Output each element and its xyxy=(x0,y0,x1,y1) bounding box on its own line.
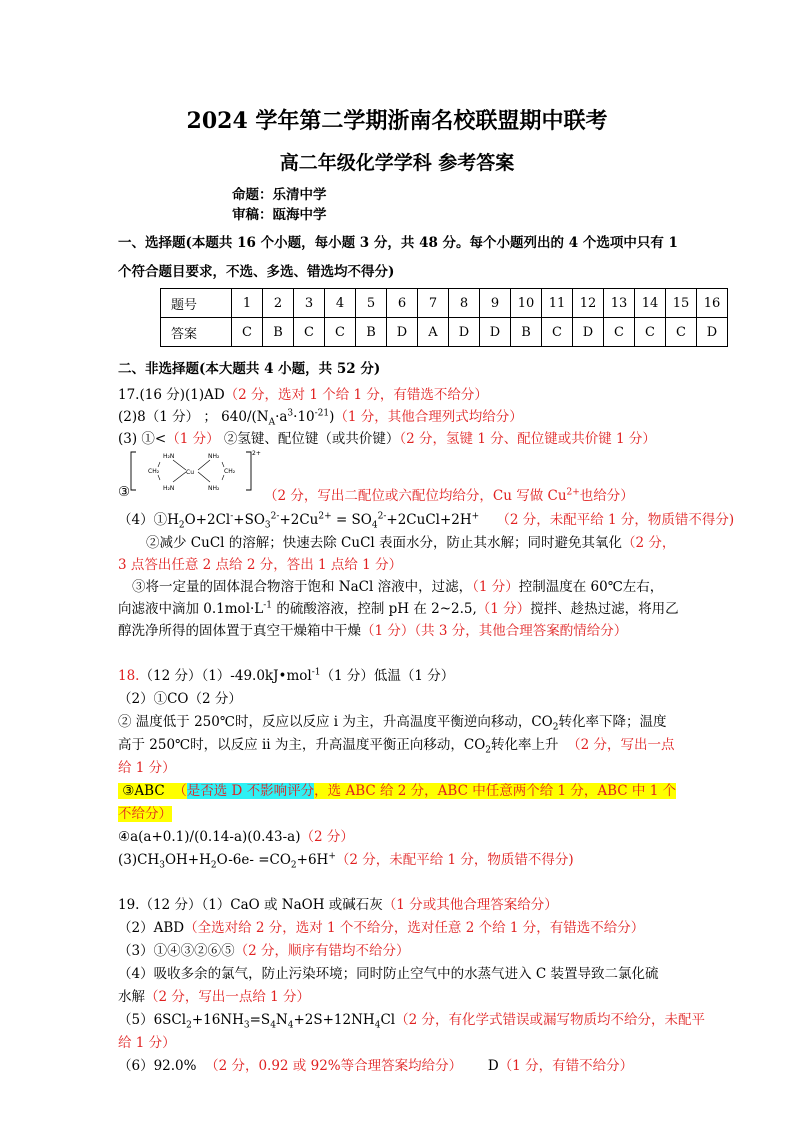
question-number: 5 xyxy=(356,289,387,318)
q17-line10 xyxy=(118,619,627,639)
row-label-answer: 答案 xyxy=(161,318,232,347)
copper-complex-structure xyxy=(128,448,268,494)
q19-answer-5: 水解 xyxy=(118,989,145,1005)
q17-line6 xyxy=(146,531,675,551)
q18-answer-4b: 转化率上升 xyxy=(491,737,559,753)
q18-line4: 高于 250℃时，以反应 ii 为主，升高温度平衡正向移动，$CO_2$转化率上升 （2 分，写出一点 xyxy=(118,737,675,756)
q18-eq: O-6e- =CO xyxy=(216,852,291,868)
q17-eq: +2CuCl+2H xyxy=(386,512,472,528)
question-number: 4 xyxy=(325,289,356,318)
q17-answer-3a: (3) ①< xyxy=(118,431,167,447)
q18-scoring-6-cyan: 是否选 D 不影响评分 xyxy=(186,783,315,799)
q17-scoring-10: （1 分）（共 3 分，其他合理答案酌情给分） xyxy=(361,623,628,639)
q17-sub: A xyxy=(268,417,276,428)
question-number: 10 xyxy=(511,289,542,318)
q17-text: ·a xyxy=(275,409,288,425)
q19-scoring-8: （2 分，0.92 或 92%等合理答案均给分） xyxy=(205,1058,463,1074)
answer-cell: D xyxy=(573,318,604,347)
q17-answer-9: 向滤液中滴加 0.1mol·L xyxy=(118,601,264,617)
q19-line3 xyxy=(118,939,409,959)
q19-line5 xyxy=(118,985,310,1005)
q18-answer-8: ④a(a+0.1)/(0.14-a)(0.43-a) xyxy=(118,829,301,845)
q17-line2 xyxy=(118,405,523,428)
q19-answer-8: （6）92.0% xyxy=(118,1058,197,1074)
q18-line7 xyxy=(118,802,172,822)
q17-answer-9b: 的硫酸溶液，控制 pH 在 2~2.5, xyxy=(272,601,477,617)
q17-sup: -21 xyxy=(314,408,330,419)
answer-cell: D xyxy=(480,318,511,347)
answer-cell: B xyxy=(511,318,542,347)
q19-scoring-5: （2 分，写出一点给 1 分） xyxy=(145,989,311,1005)
q18-line8 xyxy=(118,825,354,845)
question-number: 7 xyxy=(418,289,449,318)
page-subtitle: 高二年级化学学科 参考答案 xyxy=(279,152,515,174)
ligand-label: NH₂ xyxy=(208,453,220,460)
q19-answer-8b: D xyxy=(487,1058,499,1074)
q19-scoring-1: （1 分或其他合理答案给分） xyxy=(382,897,558,913)
q17-answer-8b: 控制温度在 60℃左右， xyxy=(518,579,664,595)
q18-answer-1: （12 分）（1）-49.0kJ•mol xyxy=(139,668,312,684)
q18-highlight xyxy=(118,783,187,799)
answer-cell: C xyxy=(232,318,263,347)
q19-line8 xyxy=(118,1054,633,1074)
q18-scoring-8: （2 分） xyxy=(300,829,354,845)
answer-cell: C xyxy=(542,318,573,347)
q17-eq: （4）①H xyxy=(118,512,179,528)
q18-eq: (3)CH xyxy=(118,852,160,868)
ligand-label: CH₂ xyxy=(224,468,236,475)
q17-scoring-4b: 也给分） xyxy=(579,488,634,504)
q17-sup: 3 xyxy=(287,408,294,419)
q17-scoring-5: （2 分，未配平给 1 分，物质错不得分) xyxy=(496,512,735,528)
question-number: 13 xyxy=(604,289,635,318)
q17-scoring-3b: （2 分，氢键 1 分、配位键或共价键 1 分） xyxy=(399,431,656,447)
q18-line5: 给 1 分） xyxy=(118,760,176,776)
q17-scoring-3a: （1 分） xyxy=(166,431,220,447)
question-number: 15 xyxy=(666,289,697,318)
q19-eq: （5）6SCl xyxy=(118,1012,187,1028)
q18-answer-6: ③ABC xyxy=(122,783,165,799)
page-title: 2024 学年第二学期浙南名校联盟期中联考 xyxy=(186,108,608,134)
q17-scoring-6: （2 分， xyxy=(622,535,676,551)
q18-eq: +6H xyxy=(296,852,329,868)
question-number: 14 xyxy=(635,289,666,318)
q19-eq: +16NH xyxy=(191,1012,244,1028)
question-number: 11 xyxy=(542,289,573,318)
q18-line1 xyxy=(118,664,454,684)
q17-scoring-8: （1 分） xyxy=(472,579,519,595)
answer-cell: C xyxy=(294,318,325,347)
q19-scoring-3: （2 分，顺序有错均不给分） xyxy=(234,943,410,959)
q19-eq: Cl xyxy=(380,1012,396,1028)
q19-scoring-8b: （1 分，有错不给分） xyxy=(498,1058,634,1074)
q18-scoring-6a: （ xyxy=(173,783,187,799)
section1-heading-line2: 个符合题目要求，不选、多选、错选均不得分) xyxy=(118,264,395,280)
q17-line1 xyxy=(118,383,488,403)
reviewer-line: 审稿：瓯海中学 xyxy=(232,207,327,223)
answer-cell: D xyxy=(449,318,480,347)
table-row-questions xyxy=(161,289,728,318)
q19-answer-2: （2）ABD xyxy=(118,920,185,936)
ligand-label: NH₂ xyxy=(208,485,220,492)
q18-answer-1b: （1 分）低温（1 分） xyxy=(320,668,455,684)
q17-answer-9c: 搅拌、趁热过滤，将用乙 xyxy=(530,601,679,617)
q18-scoring-4: （2 分，写出一点 xyxy=(567,737,675,753)
q17-answer-4: ③ xyxy=(118,484,131,500)
question-number: 1 xyxy=(232,289,263,318)
q19-eq: +2S+12NH xyxy=(293,1012,375,1028)
q17-scoring-1: （2 分，选对 1 个给 1 分，有错选不给分） xyxy=(224,387,488,403)
question-number: 2 xyxy=(263,289,294,318)
question-number: 9 xyxy=(480,289,511,318)
ligand-label: H₂N xyxy=(163,453,175,460)
ligand-label: CH₂ xyxy=(148,468,160,475)
q17-scoring-4: （2 分，写出二配位或六配位均给分，Cu 写做 Cu xyxy=(264,488,567,504)
q19-eq: =S xyxy=(249,1012,271,1028)
q18-sup: -1 xyxy=(311,667,321,678)
q18-eq: OH+H xyxy=(164,852,211,868)
center-atom-label: Cu xyxy=(186,469,194,476)
section1-heading-line1: 一、选择题(本题共 16 个小题，每小题 3 分，共 48 分。每个小题列出的 4 个选项中只有 1 xyxy=(118,235,678,251)
q18-scoring-7: 不给分） xyxy=(118,806,172,822)
q19-answer-3: （3）①④③②⑥⑤ xyxy=(118,943,235,959)
q17-eq: O+2Cl xyxy=(184,512,231,528)
table-row-answers xyxy=(161,318,728,347)
answer-cell: A xyxy=(418,318,449,347)
answer-cell: D xyxy=(387,318,418,347)
q17-line4-scoring xyxy=(264,484,634,504)
q17-line8 xyxy=(132,575,663,595)
question-number: 16 xyxy=(697,289,728,318)
q18-scoring-9: （2 分，未配平给 1 分，物质错不得分) xyxy=(335,852,574,868)
q17-answer-8: ③将一定量的固体混合物溶于饱和 NaCl 溶液中，过滤， xyxy=(132,579,473,595)
q17-sup: 2+ xyxy=(566,487,580,498)
q17-answer-3b: ②氢键、配位键（或共价键） xyxy=(223,431,400,447)
q18-answer-3b: 转化率下降；温度 xyxy=(558,714,667,730)
charge-label: 2+ xyxy=(252,450,261,457)
section2-heading: 二、非选择题(本大题共 4 小题，共 52 分) xyxy=(118,361,381,377)
q19-eq: N xyxy=(275,1012,288,1028)
answer-cell: C xyxy=(666,318,697,347)
q19-line1 xyxy=(118,893,558,913)
q19-line6: $(5)6SCl_2+16NH_3=S_4N_4+2S+12NH_4Cl(2$ 分，有化学式错误或漏写物质均不给分，未配平 xyxy=(118,1012,705,1031)
q19-line4: （4）吸收多余的氯气，防止污染环境；同时防止空气中的水蒸气进入 C 装置导致二氯化硫 xyxy=(118,966,659,982)
q17-answer-10: 醇洗净所得的固体置于真空干燥箱中干燥 xyxy=(118,623,361,639)
q17-line5: $(4)①H_2O+2Cl^-+SO_3^{2-}+2Cu^{2+}$ = $SO_4^{2-}+2CuCl+2H^+$ （2 分，未配平给 1 分，物质错不得分) xyxy=(118,511,735,531)
q18-line9: $(3)CH_3OH+H_2O-6e- =CO_2+6H^+(2$ 分，未配平给 1 分，物质错不得分) xyxy=(118,851,574,871)
q18-number: 18. xyxy=(118,668,140,684)
q17-eq: +2Cu xyxy=(279,512,319,528)
q17-text: ·10 xyxy=(293,409,315,425)
q17-answer-1: 17.(16 分)(1)AD xyxy=(118,387,225,403)
q18-answer-3: ② 温度低于 250℃时，反应以反应 i 为主，升高温度平衡逆向移动，CO xyxy=(118,714,553,730)
question-number: 8 xyxy=(449,289,480,318)
q17-line4 xyxy=(118,484,130,500)
q18-line6 xyxy=(118,779,676,799)
row-label-question: 题号 xyxy=(161,289,232,318)
answer-table xyxy=(160,288,728,347)
q17-line9 xyxy=(118,597,679,617)
question-number: 3 xyxy=(294,289,325,318)
q19-line7: 给 1 分） xyxy=(118,1035,176,1051)
question-number: 6 xyxy=(387,289,418,318)
answer-cell: C xyxy=(635,318,666,347)
q17-answer-6: ②减少 CuCl 的溶解；快速去除 CuCl 表面水分，防止其水解；同时避免其氧化 xyxy=(146,535,623,551)
q19-scoring-6: （2 分，有化学式错误或漏写物质均不给分，未配平 xyxy=(395,1012,705,1028)
q19-scoring-2: （全选对给 2 分，选对 1 个不给分，选对任意 2 个给 1 分，有错选不给分） xyxy=(184,920,645,936)
q18-line2: （2）①CO（2 分） xyxy=(118,691,242,707)
q17-text: ) xyxy=(329,409,335,425)
q19-line2 xyxy=(118,916,644,936)
q17-sup: -1 xyxy=(263,600,273,611)
q17-scoring-2: （1 分，其他合理列式均给分） xyxy=(334,409,523,425)
q18-line3: ② 温度低于 250℃时，反应以反应 i 为主，升高温度平衡逆向移动，$CO_2$转化率下降；温度 xyxy=(118,714,667,733)
answer-cell: B xyxy=(263,318,294,347)
q17-scoring-9: （1 分） xyxy=(476,601,531,617)
answer-cell: D xyxy=(697,318,728,347)
answer-cell: B xyxy=(356,318,387,347)
q17-eq: = SO xyxy=(331,512,372,528)
q19-answer-1: 19.（12 分）（1）CaO 或 NaOH 或碱石灰 xyxy=(118,897,383,913)
q17-eq: +SO xyxy=(233,512,265,528)
q18-scoring-6b: ，选 ABC 给 2 分，ABC 中任意两个给 1 分，ABC 中 1 个 xyxy=(314,783,677,799)
q17-line7: 3 点答出任意 2 点给 2 分，答出 1 点给 1 分） xyxy=(118,557,403,573)
answer-cell: C xyxy=(604,318,635,347)
question-number: 12 xyxy=(573,289,604,318)
ligand-label: H₂N xyxy=(163,485,175,492)
q17-line3 xyxy=(118,427,656,447)
q18-answer-4: 高于 250℃时，以反应 ii 为主，升高温度平衡正向移动，CO xyxy=(118,737,486,753)
answer-cell: C xyxy=(325,318,356,347)
q17-answer-2: (2)8（1 分） ； 640/(N xyxy=(118,409,269,425)
author-line: 命题：乐清中学 xyxy=(232,187,327,203)
